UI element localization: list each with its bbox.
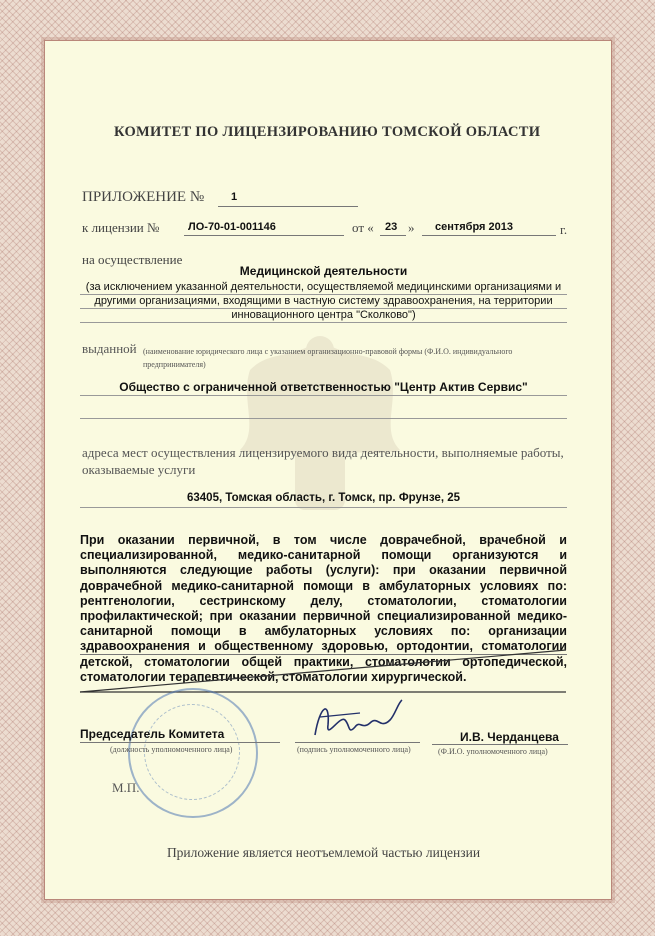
signer-name: И.В. Черданцева: [460, 730, 559, 744]
appendix-label: ПРИЛОЖЕНИЕ №: [82, 189, 205, 205]
footer-note: Приложение является неотъемлемой частью лицензии: [166, 845, 481, 860]
license-prefix: к лицензии №: [82, 220, 160, 235]
services-text: При оказании первичной, в том числе доврачебной, врачебной и специализированной, медико-санитарной помощи организуются и выполняются следующие работы (услуги): при оказании первичной доврачебной медико-санитарной помощи в амбулаторных условиях по: рентгенологии, сестринскому делу, стоматологии, стоматологии профилактической; при оказании первичной специализированной медико-санитарной помощи в амбулаторных условиях по: организации здравоохранения и общественному здоровью, ортодонтии, стоматологии детской, стоматологии общей практики, стоматологии ортопедической, стоматологии терапевтической, стоматологии хирургической.: [80, 533, 567, 684]
address-label: адреса мест осуществления лицензируемого вида деятельности, выполняемые работы, оказываемые услуги: [82, 445, 564, 477]
signature-hint: (подпись уполномоченного лица): [297, 745, 411, 754]
issued-label: выданной: [82, 341, 137, 356]
activity-description: (за исключением указанной деятельности, осуществляемой медицинскими организациями и другими организациями, входящими в частную систему здравоохранения, на территории инновационного центра "Сколково"): [85, 281, 562, 321]
address-value: 63405, Томская область, г. Томск, пр. Фрунзе, 25: [186, 492, 460, 504]
issued-hint: (наименование юридического лица с указанием организационно-правовой формы (Ф.И.О. индивидуального предпринимателя): [143, 347, 513, 369]
date-close: »: [408, 220, 415, 235]
strikeout-line: [78, 648, 568, 698]
year-suffix: г.: [560, 222, 568, 237]
activity-prefix: на осуществление: [82, 252, 183, 267]
date-prefix: от «: [352, 220, 374, 235]
seal-mark: М.П.: [112, 780, 140, 795]
license-month-year: сентября 2013: [435, 221, 513, 233]
organization-name: Общество с ограниченной ответственностью "Центр Актив Сервис": [119, 380, 528, 394]
name-hint: (Ф.И.О. уполномоченного лица): [438, 747, 548, 756]
license-day: 23: [385, 221, 398, 233]
activity-title: Медицинской деятельности: [239, 264, 408, 278]
appendix-number: 1: [231, 191, 238, 203]
position-hint: (должность уполномоченного лица): [110, 745, 233, 754]
document-title: КОМИТЕТ ПО ЛИЦЕНЗИРОВАНИЮ ТОМСКОЙ ОБЛАСТИ: [114, 124, 541, 140]
license-number: ЛО-70-01-001146: [188, 221, 276, 233]
signer-position: Председатель Комитета: [80, 727, 225, 741]
